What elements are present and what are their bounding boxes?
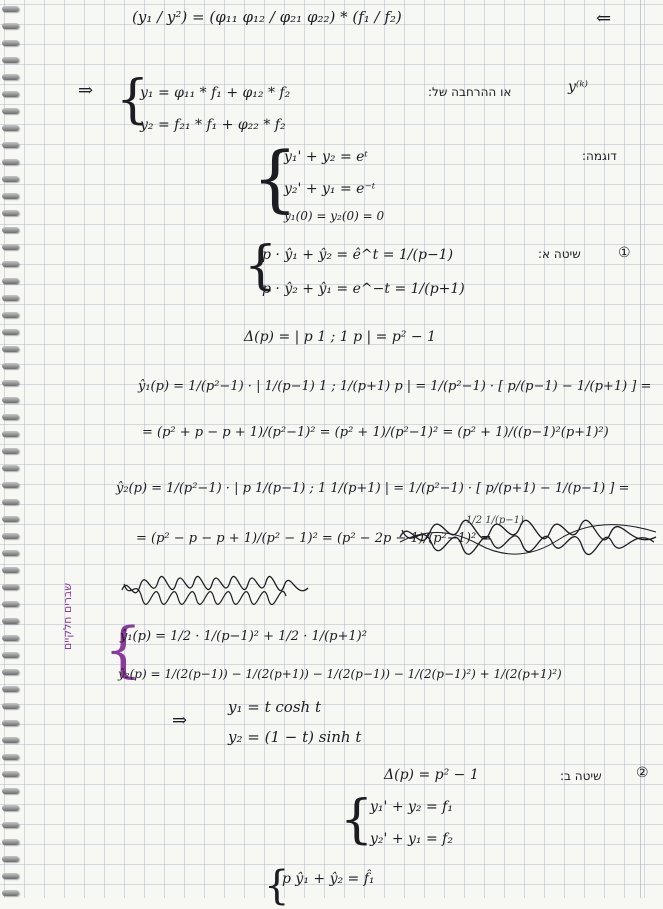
binding-ring	[2, 23, 19, 29]
binding-ring	[2, 652, 19, 658]
binding-ring	[2, 720, 19, 726]
crossed-out-scribble-right	[398, 512, 658, 562]
spiral-binding	[0, 0, 22, 898]
crossed-out-partial-fractions: 1/2 1/(p−1)	[466, 515, 524, 526]
binding-ring	[2, 176, 19, 182]
method-a-circled-number: ①	[618, 245, 631, 261]
matrix-definition: (y₁ / y²) = (φ₁₁ φ₁₂ / φ₂₁ φ₂₂) * (f₁ / f₂)	[132, 8, 402, 26]
transformed-system-brace: {	[244, 236, 278, 296]
binding-ring	[2, 703, 19, 709]
binding-ring	[2, 788, 19, 794]
binding-ring	[2, 363, 19, 369]
hebrew-heading-method-a: :שיטה א	[538, 247, 581, 261]
binding-ring	[2, 754, 19, 760]
binding-ring	[2, 159, 19, 165]
y1-hat-partial-fractions: ŷ₁(p) = 1/2 · 1/(p−1)² + 1/2 · 1/(p+1)²	[120, 629, 367, 644]
binding-ring	[2, 873, 19, 879]
method-b-equation-1: y₁' + y₂ = f₁	[370, 799, 453, 815]
y1-hat-simplified: = (p² + p − p + 1)/(p²−1)² = (p² + 1)/(p²−1)² = (p² + 1)/((p−1)²(p+1)²)	[142, 425, 609, 440]
binding-ring	[2, 261, 19, 267]
binding-ring	[2, 431, 19, 437]
binding-ring	[2, 567, 19, 573]
binding-ring	[2, 482, 19, 488]
binding-ring	[2, 448, 19, 454]
system-brace: {	[116, 70, 150, 130]
example-equation-1: y₁' + y₂ = eᵗ	[284, 149, 368, 165]
binding-ring	[2, 193, 19, 199]
method-b-transformed-brace: {	[264, 863, 290, 909]
binding-ring	[2, 669, 19, 675]
binding-ring	[2, 686, 19, 692]
binding-ring	[2, 295, 19, 301]
binding-ring	[2, 125, 19, 131]
transformed-equation-1: p · ŷ₁ + ŷ₂ = ê^t = 1/(p−1)	[262, 247, 454, 263]
binding-ring	[2, 635, 19, 641]
binding-ring	[2, 499, 19, 505]
binding-ring	[2, 74, 19, 80]
binding-ring	[2, 414, 19, 420]
binding-ring	[2, 210, 19, 216]
binding-ring	[2, 737, 19, 743]
binding-ring	[2, 346, 19, 352]
binding-ring	[2, 839, 19, 845]
hebrew-heading-generalization: :או ההרחבה של	[428, 85, 512, 99]
y2-solution: y₂ = (1 − t) sinh t	[228, 728, 362, 746]
y2-hat-simplified: = (p² − p − p + 1)/(p² − 1)² = (p² − 2p − 1)/(p²−1)² =	[136, 531, 492, 546]
binding-ring	[2, 465, 19, 471]
method-b-equation-2: y₂' + y₁ = f₂	[370, 831, 453, 847]
transformed-equation-2: p · ŷ₂ + ŷ₁ = e^−t = 1/(p+1)	[262, 281, 465, 297]
binding-ring	[2, 890, 19, 896]
binding-ring	[2, 550, 19, 556]
determinant-delta: Δ(p) = | p 1 ; 1 p | = p² − 1	[244, 329, 436, 345]
binding-ring	[2, 771, 19, 777]
binding-ring	[2, 91, 19, 97]
binding-ring	[2, 40, 19, 46]
example-equation-2: y₂' + y₁ = e⁻ᵗ	[284, 181, 376, 197]
solution-arrow: ⇒	[172, 710, 188, 731]
initial-conditions: y₁(0) = y₂(0) = 0	[284, 209, 385, 223]
binding-ring	[2, 227, 19, 233]
binding-ring	[2, 618, 19, 624]
y1-solution: y₁ = t cosh t	[228, 698, 321, 716]
binding-ring	[2, 329, 19, 335]
binding-ring	[2, 108, 19, 114]
left-arrow: ⇐	[596, 8, 612, 29]
binding-ring	[2, 533, 19, 539]
y1-hat-cramer: ŷ₁(p) = 1/(p²−1) · | 1/(p−1) 1 ; 1/(p+1) p | = 1/(p²−1) · [ p/(p−1) − 1/(p+1) ] =	[138, 379, 652, 394]
method-b-system-brace: {	[340, 790, 374, 850]
partial-fractions-brace: {	[104, 615, 143, 685]
binding-ring	[2, 822, 19, 828]
y2-convolution-equation: y₂ = f₂₁ * f₁ + φ₂₂ * f₂	[140, 117, 286, 133]
method-b-circled-number: ②	[636, 765, 649, 781]
binding-ring	[2, 856, 19, 862]
y1-convolution-equation: y₁ = φ₁₁ * f₁ + φ₁₂ * f₂	[140, 85, 291, 101]
binding-ring	[2, 142, 19, 148]
binding-ring	[2, 57, 19, 63]
implies-arrow: ⇒	[78, 80, 94, 101]
binding-ring	[2, 312, 19, 318]
binding-ring	[2, 805, 19, 811]
partial-fractions-note: שברים חלקיים	[61, 582, 74, 650]
binding-ring	[2, 397, 19, 403]
yk-label: y⁽ᵏ⁾	[568, 79, 588, 95]
hebrew-heading-example: :דוגמה	[582, 149, 617, 163]
binding-ring	[2, 516, 19, 522]
crossed-out-scribble-left	[120, 572, 310, 608]
y2-hat-cramer: ŷ₂(p) = 1/(p²−1) · | p 1/(p−1) ; 1 1/(p+1) | = 1/(p²−1) · [ p/(p+1) − 1/(p−1) ] =	[116, 481, 630, 496]
binding-ring	[2, 601, 19, 607]
y2-hat-partial-fractions: ŷ₂(p) = 1/(2(p−1)) − 1/(2(p+1)) − 1/(2(p−1)) − 1/(2(p−1)²) + 1/(2(p+1)²)	[118, 667, 562, 681]
binding-ring	[2, 380, 19, 386]
binding-ring	[2, 278, 19, 284]
hebrew-heading-method-b: :שיטה ב	[560, 769, 602, 783]
margin-line	[640, 0, 641, 898]
binding-ring	[2, 6, 19, 12]
determinant-delta-method-b: Δ(p) = p² − 1	[384, 767, 479, 783]
binding-ring	[2, 244, 19, 250]
example-system-brace: {	[252, 136, 298, 220]
method-b-transformed-equation-1: p ŷ₁ + ŷ₂ = f̂₁	[282, 871, 375, 887]
binding-ring	[2, 584, 19, 590]
